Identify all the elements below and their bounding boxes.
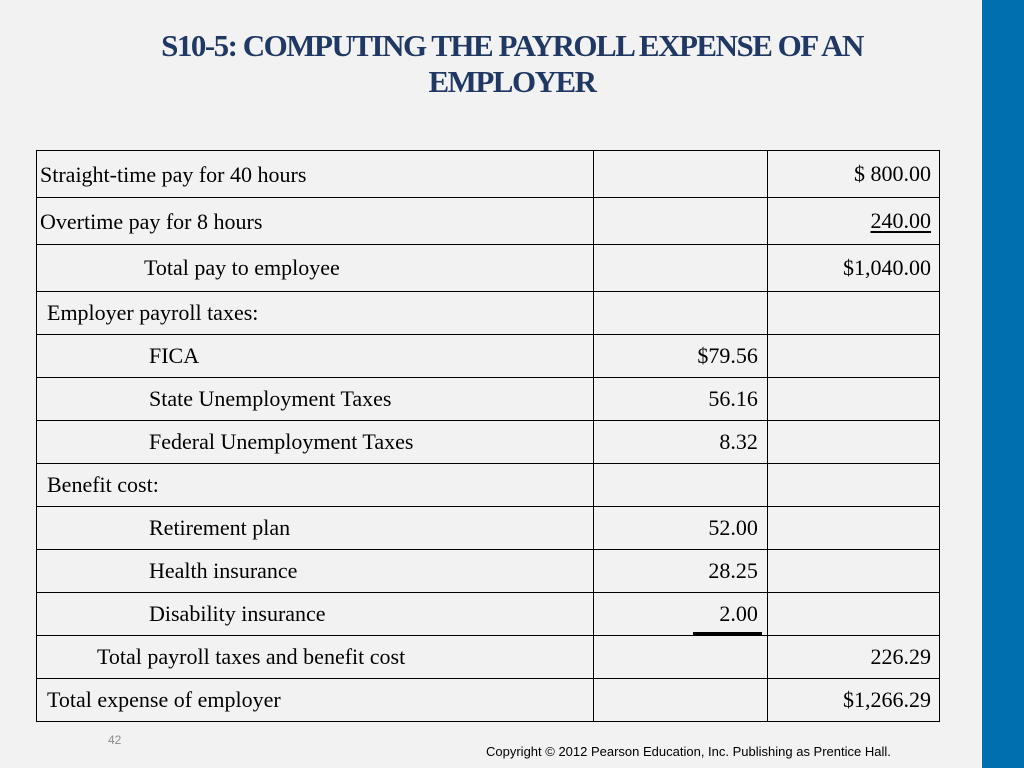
row-right-amount: $1,266.29 (767, 679, 939, 722)
table-row (37, 378, 940, 421)
row-label: Health insurance (37, 550, 594, 593)
row-label: Total expense of employer (37, 679, 594, 722)
row-right-cell (767, 198, 939, 245)
slide-number: 42 (108, 733, 122, 747)
table-row (37, 421, 940, 464)
row-right-amount: 226.29 (767, 636, 939, 679)
row-right-amount (767, 421, 939, 464)
row-right-amount (767, 550, 939, 593)
accent-side-bar (982, 0, 1024, 768)
copyright-notice: Copyright © 2012 Pearson Education, Inc. Publishing as Prentice Hall. (486, 744, 891, 759)
row-label: Total payroll taxes and benefit cost (37, 636, 594, 679)
row-mid-amount: 52.00 (594, 507, 768, 550)
table-row (37, 593, 940, 636)
row-right-amount (767, 507, 939, 550)
row-right-amount (767, 335, 939, 378)
row-mid-amount (594, 636, 768, 679)
row-mid-amount (594, 151, 768, 198)
table-row (37, 464, 940, 507)
row-label: State Unemployment Taxes (37, 378, 594, 421)
row-mid-amount: 28.25 (594, 550, 768, 593)
section-label: Employer payroll taxes: (37, 292, 594, 335)
row-mid-amount (594, 679, 768, 722)
row-label: Overtime pay for 8 hours (37, 198, 594, 245)
table-row (37, 636, 940, 679)
table-row (37, 198, 940, 245)
row-mid-amount: 56.16 (594, 378, 768, 421)
table-row (37, 550, 940, 593)
row-label: Disability insurance (37, 593, 594, 636)
row-right-amount: $ 800.00 (767, 151, 939, 198)
row-right-amount: 240.00 (870, 208, 931, 233)
row-label: Federal Unemployment Taxes (37, 421, 594, 464)
row-mid-amount (594, 464, 768, 507)
row-label: Total pay to employee (37, 245, 594, 292)
row-mid-cell (594, 593, 768, 636)
row-label: Straight-time pay for 40 hours (37, 151, 594, 198)
row-mid-amount (594, 292, 768, 335)
row-right-amount (767, 464, 939, 507)
table-row (37, 679, 940, 722)
row-mid-amount (594, 245, 768, 292)
table-row (37, 335, 940, 378)
payroll-expense-table (36, 150, 940, 722)
row-mid-amount (594, 198, 768, 245)
table-row (37, 151, 940, 198)
row-right-amount: $1,040.00 (767, 245, 939, 292)
table-row (37, 507, 940, 550)
table-row (37, 245, 940, 292)
row-right-amount (767, 292, 939, 335)
row-label: FICA (37, 335, 594, 378)
row-right-amount (767, 378, 939, 421)
row-mid-amount: 8.32 (594, 421, 768, 464)
section-label: Benefit cost: (37, 464, 594, 507)
row-mid-amount: $79.56 (594, 335, 768, 378)
row-right-amount (767, 593, 939, 636)
row-mid-amount: 2.00 (719, 601, 758, 626)
table-row (37, 292, 940, 335)
slide-title: S10-5: COMPUTING THE PAYROLL EXPENSE OF AN EMPLOYER (161, 28, 863, 99)
row-label: Retirement plan (37, 507, 594, 550)
